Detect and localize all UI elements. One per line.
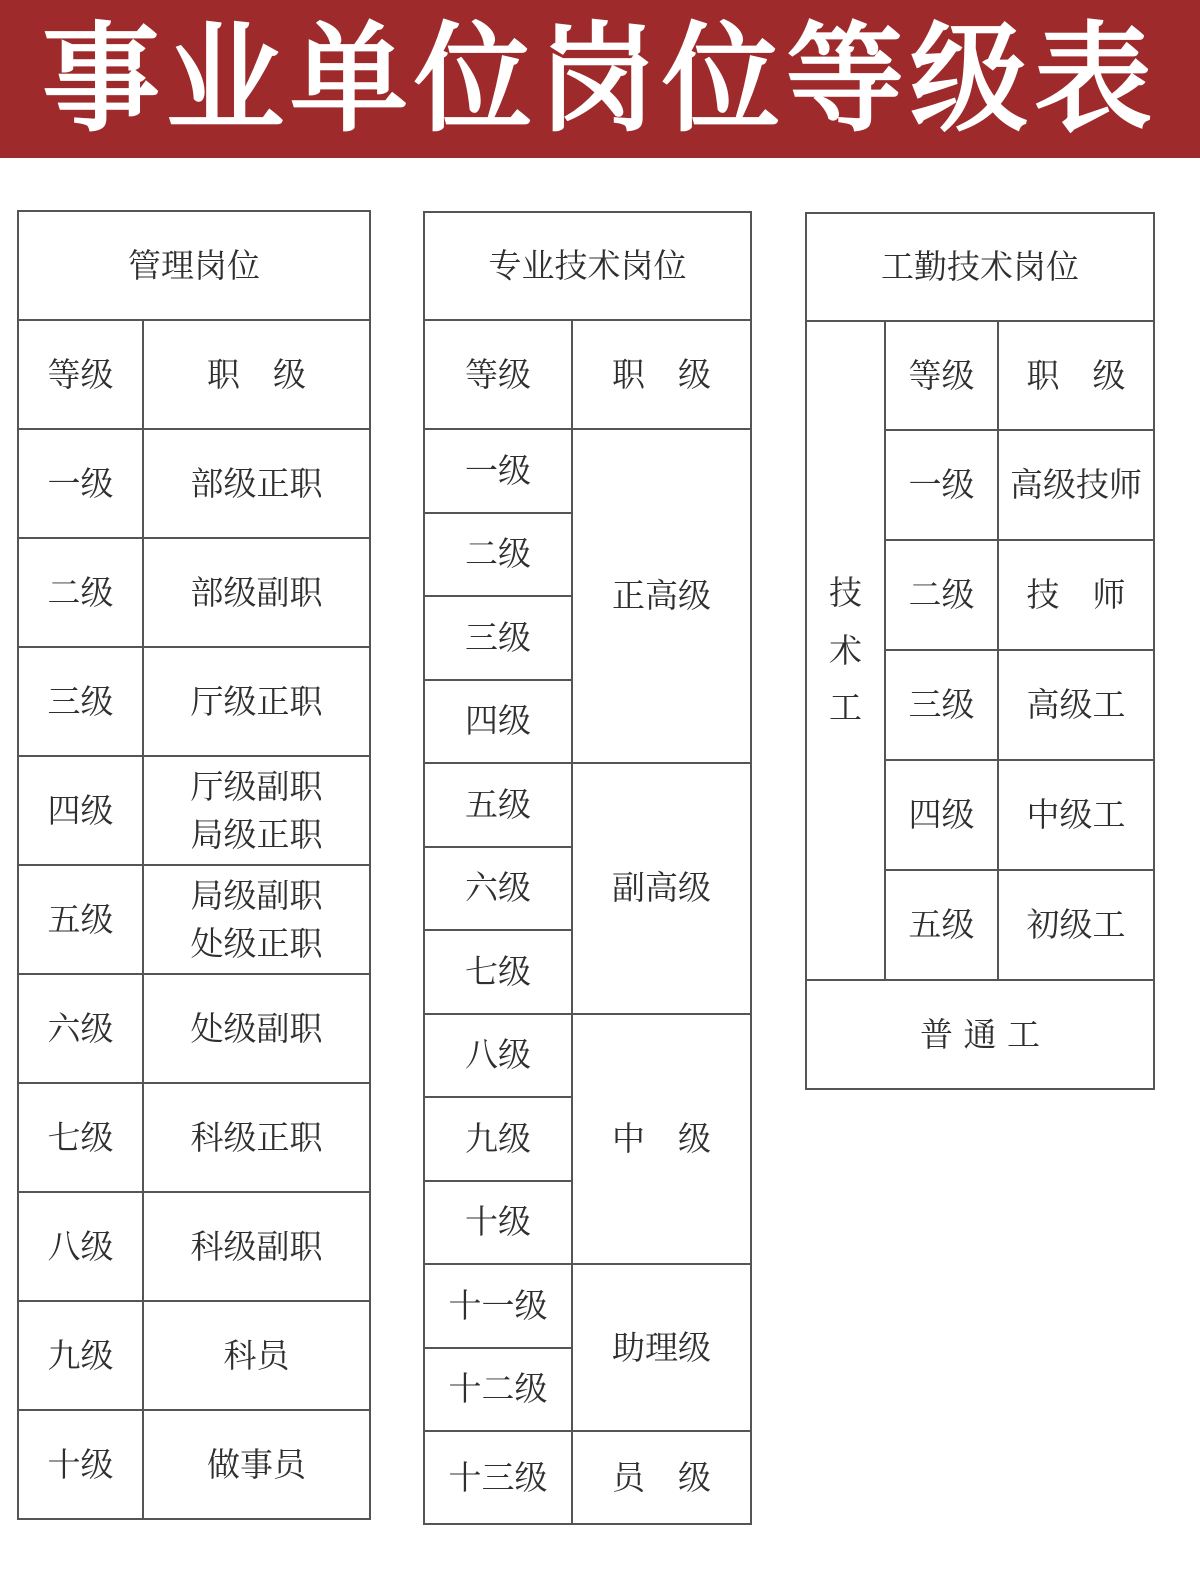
rank-cell: 中级工	[998, 760, 1154, 870]
rank-cell: 技 师	[998, 540, 1154, 650]
table-row	[18, 865, 370, 974]
table-row	[18, 429, 370, 538]
rank-cell: 员 级	[572, 1431, 751, 1524]
rank-line: 科级正职	[190, 1117, 323, 1157]
grade-cell: 八级	[424, 1014, 572, 1098]
table-row	[18, 756, 370, 865]
grade-cell: 九级	[18, 1301, 143, 1410]
grade-cell: 七级	[424, 930, 572, 1014]
grade-cell: 四级	[885, 760, 998, 870]
management-col-rank: 职 级	[143, 320, 370, 429]
rank-cell	[143, 756, 370, 865]
grade-cell: 三级	[18, 647, 143, 756]
rank-line: 科级副职	[190, 1226, 323, 1266]
worker-general: 普 通 工	[806, 980, 1154, 1089]
grade-cell: 一级	[18, 429, 143, 538]
rank-line: 部级副职	[190, 572, 323, 612]
rank-cell	[143, 865, 370, 974]
category-cell	[806, 321, 885, 980]
grade-cell: 十一级	[424, 1264, 572, 1348]
rank-line: 处级副职	[190, 1008, 323, 1048]
grade-cell: 三级	[885, 650, 998, 760]
rank-cell: 正高级	[572, 429, 751, 763]
table-row	[424, 1264, 751, 1348]
worker-col-rank: 职 级	[998, 321, 1154, 430]
worker-table	[805, 212, 1155, 1090]
table-row	[18, 1301, 370, 1410]
management-table	[17, 210, 371, 1520]
table-row	[424, 429, 751, 513]
rank-cell: 助理级	[572, 1264, 751, 1431]
table-row	[806, 321, 1154, 430]
rank-line: 处级正职	[190, 923, 323, 963]
grade-cell: 四级	[18, 756, 143, 865]
grade-cell: 五级	[424, 763, 572, 847]
rank-line: 厅级正职	[190, 681, 323, 721]
table-row	[18, 1192, 370, 1301]
grade-cell: 八级	[18, 1192, 143, 1301]
grade-cell: 十级	[18, 1410, 143, 1519]
grade-cell: 十二级	[424, 1348, 572, 1432]
grade-cell: 五级	[18, 865, 143, 974]
rank-cell	[143, 647, 370, 756]
rank-line: 厅级副职	[190, 766, 323, 806]
grade-cell: 六级	[18, 974, 143, 1083]
grade-cell: 七级	[18, 1083, 143, 1192]
professional-col-grade: 等级	[424, 320, 572, 429]
table-row	[18, 1083, 370, 1192]
rank-cell: 副高级	[572, 763, 751, 1014]
table-row	[18, 974, 370, 1083]
grade-cell: 五级	[885, 870, 998, 980]
table-row	[18, 1410, 370, 1519]
management-col-grade: 等级	[18, 320, 143, 429]
rank-cell	[143, 1192, 370, 1301]
worker-rows	[806, 321, 1154, 980]
rank-cell	[143, 538, 370, 647]
rank-cell: 高级技师	[998, 430, 1154, 540]
category-char: 术	[829, 630, 862, 670]
rank-cell	[143, 1301, 370, 1410]
grade-cell: 一级	[885, 430, 998, 540]
page-title: 事业单位岗位等级表	[41, 10, 1158, 148]
professional-header: 专业技术岗位	[424, 212, 751, 320]
category-char: 工	[829, 688, 862, 728]
worker-col-grade: 等级	[885, 321, 998, 430]
grade-cell: 二级	[18, 538, 143, 647]
table-row	[424, 763, 751, 847]
rank-cell: 中 级	[572, 1014, 751, 1265]
grade-cell: 一级	[424, 429, 572, 513]
rank-cell	[143, 1083, 370, 1192]
table-row	[424, 1014, 751, 1098]
table-row	[18, 538, 370, 647]
worker-header: 工勤技术岗位	[806, 213, 1154, 321]
rank-cell: 高级工	[998, 650, 1154, 760]
grade-cell: 十三级	[424, 1431, 572, 1524]
rank-line: 局级正职	[190, 814, 323, 854]
management-header: 管理岗位	[18, 211, 370, 320]
grade-cell: 六级	[424, 847, 572, 931]
rank-cell: 初级工	[998, 870, 1154, 980]
management-rows	[18, 429, 370, 1519]
table-row	[18, 647, 370, 756]
table-row	[424, 1431, 751, 1524]
grade-cell: 三级	[424, 596, 572, 680]
grade-cell: 十级	[424, 1181, 572, 1265]
professional-table	[423, 211, 752, 1525]
rank-line: 做事员	[207, 1444, 306, 1484]
professional-rows	[424, 429, 751, 1524]
rank-line: 局级副职	[190, 875, 323, 915]
grade-cell: 九级	[424, 1097, 572, 1181]
rank-cell	[143, 974, 370, 1083]
category-char: 技	[829, 572, 862, 612]
grade-cell: 二级	[424, 513, 572, 597]
grade-cell: 四级	[424, 680, 572, 764]
rank-line: 部级正职	[190, 463, 323, 503]
grade-cell: 二级	[885, 540, 998, 650]
professional-col-rank: 职 级	[572, 320, 751, 429]
rank-cell	[143, 429, 370, 538]
rank-cell	[143, 1410, 370, 1519]
title-banner	[0, 0, 1200, 158]
rank-line: 科员	[223, 1335, 290, 1375]
